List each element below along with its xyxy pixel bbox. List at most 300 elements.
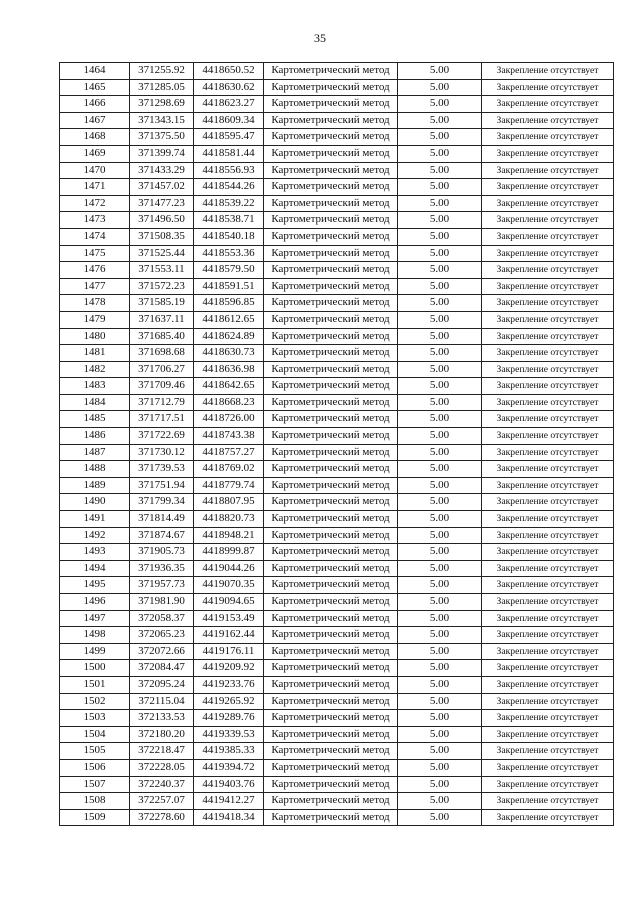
cell-y-coordinate: 4418538.71 (194, 212, 264, 229)
cell-point-number: 1502 (60, 693, 130, 710)
cell-point-number: 1472 (60, 195, 130, 212)
cell-method: Картометрический метод (264, 793, 398, 810)
coordinates-table-body (60, 63, 614, 826)
cell-point-number: 1491 (60, 511, 130, 528)
cell-fixation: Закрепление отсутствует (482, 179, 614, 196)
cell-y-coordinate: 4418779.74 (194, 477, 264, 494)
cell-method: Картометрический метод (264, 228, 398, 245)
cell-accuracy: 5.00 (398, 212, 482, 229)
cell-y-coordinate: 4419289.76 (194, 710, 264, 727)
cell-y-coordinate: 4419339.53 (194, 726, 264, 743)
table-row (60, 544, 614, 561)
cell-y-coordinate: 4418581.44 (194, 145, 264, 162)
cell-method: Картометрический метод (264, 278, 398, 295)
cell-fixation: Закрепление отсутствует (482, 311, 614, 328)
cell-x-coordinate: 371905.73 (130, 544, 194, 561)
table-row (60, 743, 614, 760)
cell-accuracy: 5.00 (398, 494, 482, 511)
cell-point-number: 1493 (60, 544, 130, 561)
cell-method: Картометрический метод (264, 96, 398, 113)
cell-point-number: 1487 (60, 444, 130, 461)
cell-fixation: Закрепление отсутствует (482, 610, 614, 627)
cell-point-number: 1477 (60, 278, 130, 295)
cell-method: Картометрический метод (264, 494, 398, 511)
cell-x-coordinate: 371255.92 (130, 63, 194, 80)
table-row (60, 63, 614, 80)
cell-x-coordinate: 371343.15 (130, 112, 194, 129)
cell-y-coordinate: 4419233.76 (194, 676, 264, 693)
cell-method: Картометрический метод (264, 378, 398, 395)
cell-accuracy: 5.00 (398, 361, 482, 378)
cell-y-coordinate: 4419265.92 (194, 693, 264, 710)
cell-accuracy: 5.00 (398, 776, 482, 793)
cell-fixation: Закрепление отсутствует (482, 262, 614, 279)
cell-point-number: 1489 (60, 477, 130, 494)
table-row (60, 494, 614, 511)
cell-fixation: Закрепление отсутствует (482, 328, 614, 345)
cell-accuracy: 5.00 (398, 693, 482, 710)
cell-x-coordinate: 372065.23 (130, 627, 194, 644)
cell-y-coordinate: 4419070.35 (194, 577, 264, 594)
cell-point-number: 1490 (60, 494, 130, 511)
cell-accuracy: 5.00 (398, 594, 482, 611)
cell-accuracy: 5.00 (398, 378, 482, 395)
cell-x-coordinate: 372278.60 (130, 809, 194, 826)
cell-y-coordinate: 4418612.65 (194, 311, 264, 328)
cell-point-number: 1479 (60, 311, 130, 328)
cell-method: Картометрический метод (264, 63, 398, 80)
cell-fixation: Закрепление отсутствует (482, 560, 614, 577)
cell-x-coordinate: 372218.47 (130, 743, 194, 760)
cell-accuracy: 5.00 (398, 627, 482, 644)
cell-method: Картометрический метод (264, 295, 398, 312)
cell-y-coordinate: 4419153.49 (194, 610, 264, 627)
cell-method: Картометрический метод (264, 776, 398, 793)
table-row (60, 444, 614, 461)
cell-x-coordinate: 371585.19 (130, 295, 194, 312)
cell-y-coordinate: 4419044.26 (194, 560, 264, 577)
cell-y-coordinate: 4419403.76 (194, 776, 264, 793)
page-number: 35 (314, 31, 326, 45)
cell-point-number: 1503 (60, 710, 130, 727)
cell-method: Картометрический метод (264, 245, 398, 262)
cell-accuracy: 5.00 (398, 676, 482, 693)
cell-x-coordinate: 372072.66 (130, 643, 194, 660)
table-row (60, 676, 614, 693)
cell-y-coordinate: 4418807.95 (194, 494, 264, 511)
cell-accuracy: 5.00 (398, 743, 482, 760)
cell-y-coordinate: 4418820.73 (194, 511, 264, 528)
cell-fixation: Закрепление отсутствует (482, 461, 614, 478)
cell-fixation: Закрепление отсутствует (482, 477, 614, 494)
cell-accuracy: 5.00 (398, 793, 482, 810)
table-row (60, 328, 614, 345)
cell-x-coordinate: 371572.23 (130, 278, 194, 295)
cell-accuracy: 5.00 (398, 162, 482, 179)
cell-y-coordinate: 4419418.34 (194, 809, 264, 826)
cell-point-number: 1488 (60, 461, 130, 478)
cell-y-coordinate: 4418596.85 (194, 295, 264, 312)
table-row (60, 428, 614, 445)
table-row (60, 278, 614, 295)
cell-point-number: 1506 (60, 759, 130, 776)
cell-y-coordinate: 4418999.87 (194, 544, 264, 561)
table-row (60, 262, 614, 279)
cell-method: Картометрический метод (264, 594, 398, 611)
cell-x-coordinate: 371722.69 (130, 428, 194, 445)
cell-y-coordinate: 4418539.22 (194, 195, 264, 212)
cell-accuracy: 5.00 (398, 245, 482, 262)
cell-y-coordinate: 4418591.51 (194, 278, 264, 295)
cell-accuracy: 5.00 (398, 809, 482, 826)
cell-point-number: 1481 (60, 345, 130, 362)
cell-y-coordinate: 4418630.62 (194, 79, 264, 96)
cell-fixation: Закрепление отсутствует (482, 278, 614, 295)
cell-fixation: Закрепление отсутствует (482, 693, 614, 710)
cell-y-coordinate: 4419412.27 (194, 793, 264, 810)
cell-point-number: 1480 (60, 328, 130, 345)
cell-fixation: Закрепление отсутствует (482, 776, 614, 793)
cell-x-coordinate: 372240.37 (130, 776, 194, 793)
cell-accuracy: 5.00 (398, 345, 482, 362)
cell-method: Картометрический метод (264, 710, 398, 727)
cell-point-number: 1484 (60, 394, 130, 411)
cell-x-coordinate: 372115.04 (130, 693, 194, 710)
table-row (60, 511, 614, 528)
cell-fixation: Закрепление отсутствует (482, 96, 614, 113)
cell-point-number: 1507 (60, 776, 130, 793)
table-row (60, 643, 614, 660)
coordinates-table (59, 62, 614, 826)
cell-x-coordinate: 371298.69 (130, 96, 194, 113)
cell-fixation: Закрепление отсутствует (482, 378, 614, 395)
cell-x-coordinate: 371496.50 (130, 212, 194, 229)
cell-accuracy: 5.00 (398, 311, 482, 328)
cell-fixation: Закрепление отсутствует (482, 428, 614, 445)
cell-accuracy: 5.00 (398, 295, 482, 312)
cell-y-coordinate: 4418650.52 (194, 63, 264, 80)
cell-y-coordinate: 4418769.02 (194, 461, 264, 478)
cell-fixation: Закрепление отсутствует (482, 759, 614, 776)
cell-point-number: 1475 (60, 245, 130, 262)
cell-method: Картометрический метод (264, 511, 398, 528)
cell-point-number: 1483 (60, 378, 130, 395)
cell-point-number: 1498 (60, 627, 130, 644)
cell-x-coordinate: 371285.05 (130, 79, 194, 96)
cell-fixation: Закрепление отсутствует (482, 544, 614, 561)
cell-y-coordinate: 4418556.93 (194, 162, 264, 179)
cell-fixation: Закрепление отсутствует (482, 212, 614, 229)
cell-y-coordinate: 4419176.11 (194, 643, 264, 660)
cell-x-coordinate: 371957.73 (130, 577, 194, 594)
cell-fixation: Закрепление отсутствует (482, 112, 614, 129)
cell-fixation: Закрепление отсутствует (482, 627, 614, 644)
cell-y-coordinate: 4419385.33 (194, 743, 264, 760)
cell-method: Картометрический метод (264, 361, 398, 378)
cell-fixation: Закрепление отсутствует (482, 793, 614, 810)
cell-fixation: Закрепление отсутствует (482, 511, 614, 528)
cell-fixation: Закрепление отсутствует (482, 162, 614, 179)
cell-y-coordinate: 4418544.26 (194, 179, 264, 196)
cell-point-number: 1473 (60, 212, 130, 229)
cell-method: Картометрический метод (264, 79, 398, 96)
cell-x-coordinate: 371709.46 (130, 378, 194, 395)
cell-method: Картометрический метод (264, 527, 398, 544)
cell-x-coordinate: 371477.23 (130, 195, 194, 212)
cell-method: Картометрический метод (264, 809, 398, 826)
cell-method: Картометрический метод (264, 544, 398, 561)
table-row (60, 361, 614, 378)
cell-y-coordinate: 4419162.44 (194, 627, 264, 644)
cell-point-number: 1496 (60, 594, 130, 611)
table-row (60, 228, 614, 245)
cell-accuracy: 5.00 (398, 394, 482, 411)
cell-x-coordinate: 371698.68 (130, 345, 194, 362)
cell-point-number: 1509 (60, 809, 130, 826)
cell-method: Картометрический метод (264, 345, 398, 362)
cell-x-coordinate: 371553.11 (130, 262, 194, 279)
cell-y-coordinate: 4418636.98 (194, 361, 264, 378)
cell-accuracy: 5.00 (398, 560, 482, 577)
cell-fixation: Закрепление отсутствует (482, 809, 614, 826)
cell-fixation: Закрепление отсутствует (482, 345, 614, 362)
cell-x-coordinate: 372133.53 (130, 710, 194, 727)
cell-x-coordinate: 371936.35 (130, 560, 194, 577)
cell-fixation: Закрепление отсутствует (482, 676, 614, 693)
cell-accuracy: 5.00 (398, 228, 482, 245)
cell-accuracy: 5.00 (398, 610, 482, 627)
cell-x-coordinate: 372257.07 (130, 793, 194, 810)
cell-point-number: 1505 (60, 743, 130, 760)
cell-accuracy: 5.00 (398, 660, 482, 677)
table-row (60, 726, 614, 743)
cell-point-number: 1485 (60, 411, 130, 428)
cell-x-coordinate: 372058.37 (130, 610, 194, 627)
cell-accuracy: 5.00 (398, 428, 482, 445)
cell-fixation: Закрепление отсутствует (482, 295, 614, 312)
cell-point-number: 1476 (60, 262, 130, 279)
table-row (60, 759, 614, 776)
table-row (60, 145, 614, 162)
cell-point-number: 1486 (60, 428, 130, 445)
cell-method: Картометрический метод (264, 660, 398, 677)
cell-accuracy: 5.00 (398, 444, 482, 461)
cell-x-coordinate: 371375.50 (130, 129, 194, 146)
table-row (60, 809, 614, 826)
table-row (60, 129, 614, 146)
cell-method: Картометрический метод (264, 726, 398, 743)
cell-x-coordinate: 372095.24 (130, 676, 194, 693)
cell-x-coordinate: 371981.90 (130, 594, 194, 611)
cell-point-number: 1504 (60, 726, 130, 743)
cell-accuracy: 5.00 (398, 527, 482, 544)
cell-accuracy: 5.00 (398, 544, 482, 561)
cell-accuracy: 5.00 (398, 63, 482, 80)
cell-accuracy: 5.00 (398, 759, 482, 776)
table-row (60, 112, 614, 129)
cell-method: Картометрический метод (264, 179, 398, 196)
cell-method: Картометрический метод (264, 195, 398, 212)
cell-fixation: Закрепление отсутствует (482, 245, 614, 262)
cell-fixation: Закрепление отсутствует (482, 145, 614, 162)
table-row (60, 411, 614, 428)
cell-point-number: 1497 (60, 610, 130, 627)
cell-method: Картометрический метод (264, 145, 398, 162)
cell-point-number: 1471 (60, 179, 130, 196)
cell-point-number: 1470 (60, 162, 130, 179)
cell-y-coordinate: 4418595.47 (194, 129, 264, 146)
cell-x-coordinate: 372180.20 (130, 726, 194, 743)
cell-x-coordinate: 371508.35 (130, 228, 194, 245)
cell-method: Картометрический метод (264, 428, 398, 445)
cell-point-number: 1482 (60, 361, 130, 378)
cell-point-number: 1495 (60, 577, 130, 594)
cell-accuracy: 5.00 (398, 79, 482, 96)
cell-accuracy: 5.00 (398, 179, 482, 196)
cell-x-coordinate: 371874.67 (130, 527, 194, 544)
cell-x-coordinate: 371751.94 (130, 477, 194, 494)
cell-accuracy: 5.00 (398, 112, 482, 129)
cell-point-number: 1499 (60, 643, 130, 660)
cell-accuracy: 5.00 (398, 710, 482, 727)
table-row (60, 378, 614, 395)
cell-y-coordinate: 4418757.27 (194, 444, 264, 461)
cell-y-coordinate: 4418624.89 (194, 328, 264, 345)
cell-point-number: 1494 (60, 560, 130, 577)
cell-fixation: Закрепление отсутствует (482, 710, 614, 727)
table-row (60, 627, 614, 644)
table-row (60, 793, 614, 810)
cell-y-coordinate: 4418668.23 (194, 394, 264, 411)
cell-x-coordinate: 371399.74 (130, 145, 194, 162)
cell-method: Картометрический метод (264, 627, 398, 644)
cell-fixation: Закрепление отсутствует (482, 79, 614, 96)
cell-method: Картометрический метод (264, 577, 398, 594)
cell-accuracy: 5.00 (398, 145, 482, 162)
cell-fixation: Закрепление отсутствует (482, 527, 614, 544)
cell-point-number: 1467 (60, 112, 130, 129)
cell-fixation: Закрепление отсутствует (482, 643, 614, 660)
cell-method: Картометрический метод (264, 262, 398, 279)
cell-method: Картометрический метод (264, 693, 398, 710)
cell-y-coordinate: 4418642.65 (194, 378, 264, 395)
cell-method: Картометрический метод (264, 477, 398, 494)
cell-x-coordinate: 371739.53 (130, 461, 194, 478)
table-row (60, 162, 614, 179)
cell-point-number: 1466 (60, 96, 130, 113)
cell-method: Картометрический метод (264, 444, 398, 461)
cell-accuracy: 5.00 (398, 461, 482, 478)
cell-method: Картометрический метод (264, 394, 398, 411)
cell-y-coordinate: 4419394.72 (194, 759, 264, 776)
cell-accuracy: 5.00 (398, 262, 482, 279)
cell-point-number: 1500 (60, 660, 130, 677)
cell-point-number: 1464 (60, 63, 130, 80)
cell-point-number: 1508 (60, 793, 130, 810)
cell-method: Картометрический метод (264, 328, 398, 345)
table-row (60, 527, 614, 544)
cell-y-coordinate: 4418726.00 (194, 411, 264, 428)
table-row (60, 693, 614, 710)
cell-accuracy: 5.00 (398, 477, 482, 494)
table-row (60, 594, 614, 611)
table-row (60, 477, 614, 494)
cell-fixation: Закрепление отсутствует (482, 660, 614, 677)
cell-method: Картометрический метод (264, 129, 398, 146)
cell-method: Картометрический метод (264, 311, 398, 328)
cell-fixation: Закрепление отсутствует (482, 129, 614, 146)
table-row (60, 610, 614, 627)
cell-x-coordinate: 371712.79 (130, 394, 194, 411)
cell-fixation: Закрепление отсутствует (482, 577, 614, 594)
cell-fixation: Закрепление отсутствует (482, 494, 614, 511)
cell-method: Картометрический метод (264, 212, 398, 229)
cell-x-coordinate: 371637.11 (130, 311, 194, 328)
table-row (60, 577, 614, 594)
cell-accuracy: 5.00 (398, 511, 482, 528)
table-row (60, 776, 614, 793)
cell-accuracy: 5.00 (398, 195, 482, 212)
cell-accuracy: 5.00 (398, 577, 482, 594)
cell-point-number: 1478 (60, 295, 130, 312)
cell-accuracy: 5.00 (398, 726, 482, 743)
cell-y-coordinate: 4418623.27 (194, 96, 264, 113)
cell-x-coordinate: 371685.40 (130, 328, 194, 345)
table-row (60, 96, 614, 113)
cell-method: Картометрический метод (264, 676, 398, 693)
cell-x-coordinate: 371799.34 (130, 494, 194, 511)
cell-x-coordinate: 372084.47 (130, 660, 194, 677)
cell-point-number: 1468 (60, 129, 130, 146)
cell-fixation: Закрепление отсутствует (482, 228, 614, 245)
cell-fixation: Закрепление отсутствует (482, 394, 614, 411)
table-row (60, 212, 614, 229)
cell-fixation: Закрепление отсутствует (482, 411, 614, 428)
cell-accuracy: 5.00 (398, 411, 482, 428)
table-row (60, 345, 614, 362)
cell-method: Картометрический метод (264, 162, 398, 179)
table-row (60, 560, 614, 577)
cell-accuracy: 5.00 (398, 643, 482, 660)
cell-x-coordinate: 371730.12 (130, 444, 194, 461)
cell-y-coordinate: 4418609.34 (194, 112, 264, 129)
cell-method: Картометрический метод (264, 411, 398, 428)
cell-y-coordinate: 4418540.18 (194, 228, 264, 245)
table-row (60, 394, 614, 411)
cell-y-coordinate: 4418948.21 (194, 527, 264, 544)
cell-y-coordinate: 4418630.73 (194, 345, 264, 362)
cell-point-number: 1465 (60, 79, 130, 96)
cell-x-coordinate: 371457.02 (130, 179, 194, 196)
table-row (60, 245, 614, 262)
cell-accuracy: 5.00 (398, 328, 482, 345)
cell-fixation: Закрепление отсутствует (482, 726, 614, 743)
cell-method: Картометрический метод (264, 112, 398, 129)
cell-y-coordinate: 4418743.38 (194, 428, 264, 445)
cell-accuracy: 5.00 (398, 129, 482, 146)
cell-x-coordinate: 371706.27 (130, 361, 194, 378)
cell-fixation: Закрепление отсутствует (482, 361, 614, 378)
table-row (60, 710, 614, 727)
cell-fixation: Закрепление отсутствует (482, 594, 614, 611)
cell-fixation: Закрепление отсутствует (482, 195, 614, 212)
table-row (60, 179, 614, 196)
cell-x-coordinate: 371525.44 (130, 245, 194, 262)
cell-fixation: Закрепление отсутствует (482, 743, 614, 760)
cell-method: Картометрический метод (264, 461, 398, 478)
cell-point-number: 1501 (60, 676, 130, 693)
table-row (60, 79, 614, 96)
